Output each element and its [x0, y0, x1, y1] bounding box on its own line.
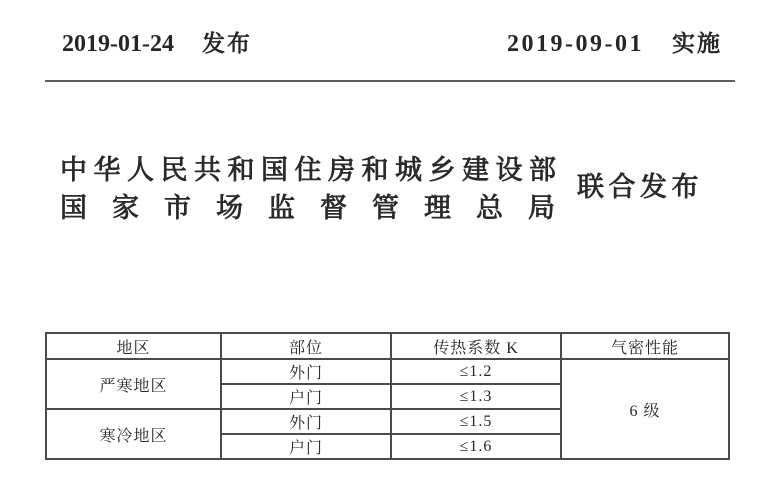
implement-label: 实施	[672, 30, 722, 56]
publishers-block	[60, 151, 580, 227]
table-header-row	[46, 333, 729, 359]
joint-release-label: 联合发布	[577, 172, 703, 202]
dates-row	[62, 28, 722, 59]
header-k-coefficient: 传热系数 K	[391, 333, 561, 359]
part-cell: 户门	[221, 434, 391, 459]
k-value-cell: ≤1.6	[391, 434, 561, 459]
requirements-table	[45, 332, 730, 460]
publisher-line-1: 中华人民共和国住房和城乡建设部	[60, 155, 563, 185]
header-airtightness: 气密性能	[561, 333, 729, 359]
publish-date-group	[62, 28, 252, 59]
divider-rule	[45, 80, 735, 82]
publish-date: 2019-01-24	[62, 31, 174, 57]
publisher-line-2: 国家市场监督管理总局	[60, 193, 580, 223]
header-region: 地区	[46, 333, 221, 359]
region-cold-cell: 寒冷地区	[46, 409, 221, 459]
k-value-cell: ≤1.2	[391, 359, 561, 384]
k-value-cell: ≤1.5	[391, 409, 561, 434]
implement-date: 2019-09-01	[507, 31, 644, 57]
header-part: 部位	[221, 333, 391, 359]
part-cell: 外门	[221, 359, 391, 384]
region-severe-cold-cell: 严寒地区	[46, 359, 221, 409]
part-cell: 户门	[221, 384, 391, 409]
implement-date-group	[507, 28, 722, 59]
table-row	[46, 359, 729, 384]
part-cell: 外门	[221, 409, 391, 434]
k-value-cell: ≤1.3	[391, 384, 561, 409]
publish-label: 发布	[201, 30, 252, 56]
airtightness-value-cell: 6 级	[561, 359, 729, 459]
